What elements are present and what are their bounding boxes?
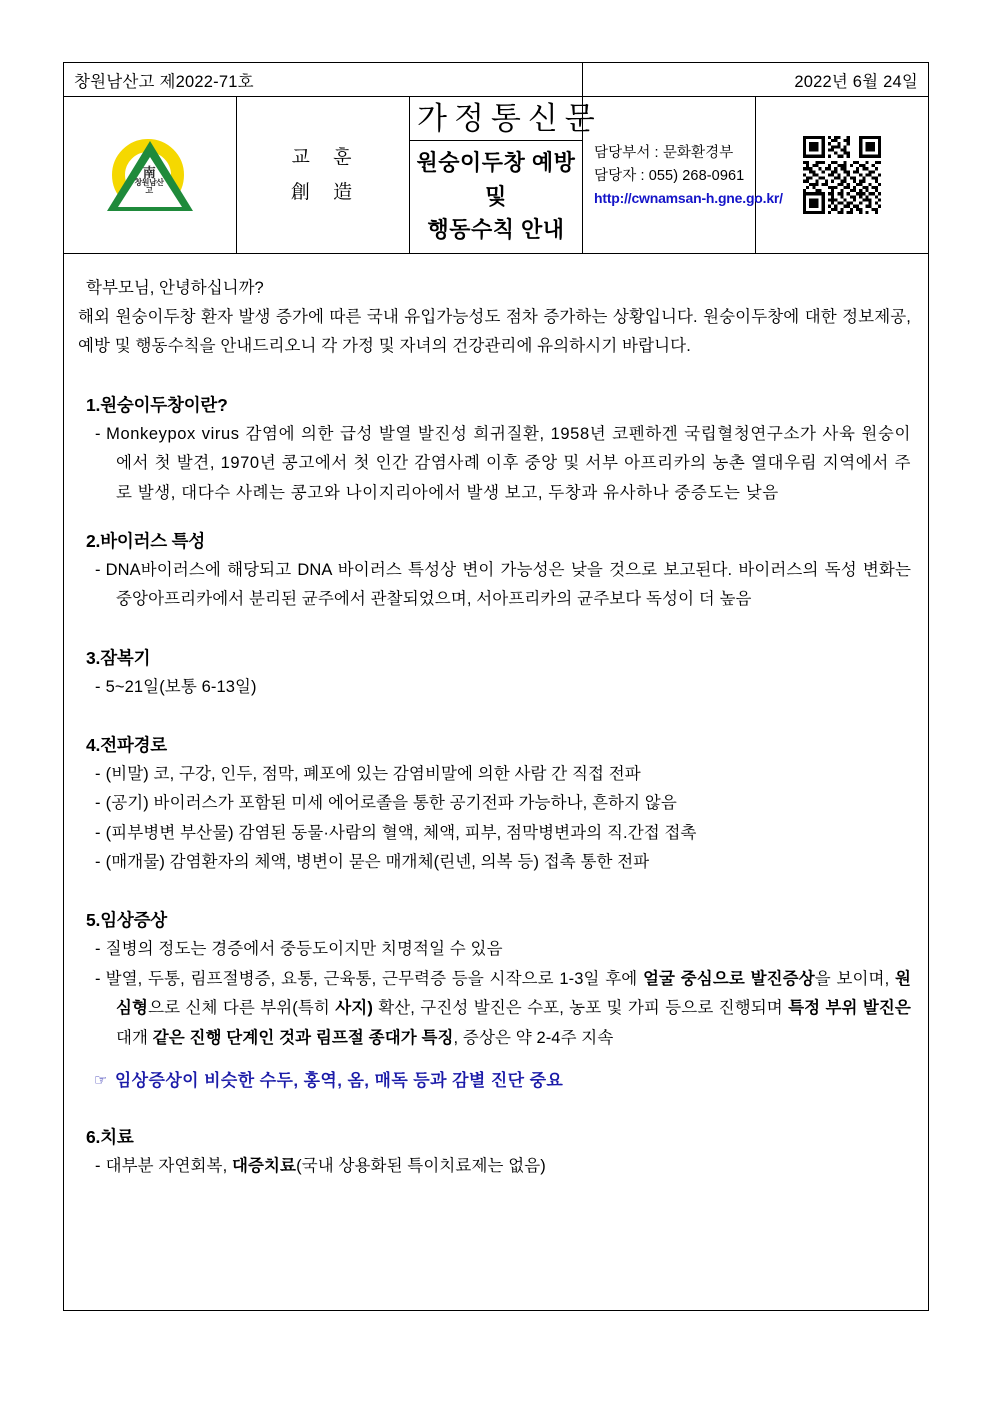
symptom-text-part: 으로 신체 다른 부위(특히 xyxy=(148,999,336,1018)
document-title: 가정통신문 xyxy=(410,97,582,141)
list-item-text: (공기) 바이러스가 포함된 미세 에어로졸을 통한 공기전파 가능하나, 흔하지 않음 xyxy=(105,794,677,813)
list-item xyxy=(78,673,911,702)
newsletter-body xyxy=(63,254,929,1311)
list-item-text: DNA바이러스에 해당되고 DNA 바이러스 특성상 변이 가능성은 낮을 것으로 보고된다. 바이러스의 독성 변화는 중앙아프리카에서 분리된 균주에서 관찰되었으며, 서아프리카의 균주보다 독성이 더 높음 xyxy=(105,560,911,609)
bullet-dash: - xyxy=(95,853,101,872)
logo-emblem-top: 南 xyxy=(142,165,156,181)
greeting-text: 학부모님, 안녕하십니까? xyxy=(86,279,264,298)
symptom-emphasis: 같은 진행 단계인 것과 림프절 종대가 특징 xyxy=(152,1028,454,1047)
treatment-text-part: (국내 상용화된 특이치료제는 없음) xyxy=(296,1157,546,1176)
highlight-note-text: 임상증상이 비슷한 수두, 홍역, 옴, 매독 등과 감별 진단 중요 xyxy=(114,1070,564,1090)
newsletter-page xyxy=(63,62,929,1311)
motto-value: 創 造 xyxy=(290,182,362,204)
section-heading: 1.원숭이두창이란? xyxy=(86,394,228,415)
list-item-text: (피부병변 부산물) 감염된 동물·사람의 혈액, 체액, 피부, 점막병변과의 직.간접 접촉 xyxy=(105,823,697,842)
list-item-text: 질병의 정도는 경증에서 중등도이지만 치명적일 수 있음 xyxy=(105,940,503,959)
bullet-dash: - xyxy=(95,765,101,783)
bullet-dash: - xyxy=(95,940,101,959)
document-subtitle-line2: 행동수칙 안내 xyxy=(427,216,565,242)
section-virus-characteristics xyxy=(78,528,911,615)
list-item-text: Monkeypox virus 감염에 의한 급성 발열 발진성 희귀질환, 1958년 코펜하겐 국립혈청연구소가 사육 원숭이에서 첫 발견, 1970년 콩고에서 첫 인간 감염사례 이후 중앙 및 서부 아프리카의 농촌 열대우림 지역에서 주로 발생, 대다수 사례는 콩고와 나이지리아에서 발생 보고, 두창과 유사하나 중증도는 낮음 xyxy=(106,424,911,502)
pointing-hand-icon: ☞ xyxy=(94,1071,108,1089)
contact-department: 담당부서 : 문화환경부 xyxy=(594,144,734,161)
section-incubation-period xyxy=(78,645,911,702)
logo-emblem-bottom: 창원남산고 xyxy=(134,178,164,196)
list-item xyxy=(78,848,911,877)
school-logo-cell xyxy=(64,97,237,254)
bullet-dash: - xyxy=(95,1157,101,1176)
highlight-note xyxy=(78,1067,911,1094)
school-website-link[interactable]: http://cwnamsan-h.gne.go.kr/ xyxy=(594,189,783,206)
symptom-emphasis: 사지) xyxy=(335,999,373,1018)
logo-emblem xyxy=(134,166,164,195)
section-transmission-routes xyxy=(78,732,911,877)
masthead-main-row xyxy=(64,97,929,254)
masthead-table xyxy=(63,62,929,254)
section-heading: 6.치료 xyxy=(86,1127,134,1148)
qr-code-cell xyxy=(756,97,929,254)
list-item-text: 5~21일(보통 6-13일) xyxy=(105,677,257,696)
section-what-is-monkeypox xyxy=(78,392,911,508)
school-motto-cell xyxy=(237,97,410,254)
contact-phone: 담당자 : 055) 268-0961 xyxy=(594,167,745,184)
section-heading: 4.전파경로 xyxy=(86,735,168,755)
list-item xyxy=(78,819,911,848)
list-item xyxy=(78,556,911,615)
symptom-text-part: 대개 xyxy=(116,1028,153,1047)
motto-label: 교 훈 xyxy=(291,147,361,169)
section-heading: 2.바이러스 특성 xyxy=(86,530,206,551)
list-item-treatment xyxy=(78,1152,911,1181)
symptom-text-part: 확산, 구진성 발진은 수포, 농포 및 가피 등으로 진행되며 xyxy=(372,999,789,1018)
contact-cell xyxy=(583,97,783,254)
document-subtitle xyxy=(410,141,582,253)
symptom-emphasis: 원심형 xyxy=(116,969,911,1018)
section-heading: 5.임상증상 xyxy=(86,910,168,931)
list-item xyxy=(78,420,911,508)
list-item xyxy=(78,789,911,818)
bullet-dash: - xyxy=(95,794,101,813)
symptom-text-part: 을 보이며, xyxy=(814,969,895,988)
symptom-text-part: 발열, 두통, 림프절병증, 요통, 근육통, 근무력증 등을 시작으로 1-3일 후에 xyxy=(105,969,643,988)
symptom-emphasis: 얼굴 중심으로 발진증상 xyxy=(643,969,815,988)
intro-paragraph: 해외 원숭이두창 환자 발생 증가에 따른 국내 유입가능성도 점차 증가하는 상황입니다. 원숭이두창에 대한 정보제공, 예방 및 행동수칙을 안내드리오니 각 가정 및 자녀의 건강관리에 유의하시기 바랍니다. xyxy=(78,308,911,356)
list-item-text: (비말) 코, 구강, 인두, 점막, 폐포에 있는 감염비말에 의한 사람 간 직접 전파 xyxy=(105,765,641,783)
list-item xyxy=(78,760,911,789)
title-cell xyxy=(410,97,602,254)
bullet-dash: - xyxy=(95,560,101,579)
symptom-text-part: , 증상은 약 2-4주 지속 xyxy=(453,1028,614,1047)
document-subtitle-line1: 원숭이두창 예방 및 xyxy=(416,150,576,209)
issue-row xyxy=(64,63,929,97)
bullet-dash: - xyxy=(95,823,101,842)
qr-code-icon[interactable] xyxy=(803,136,881,214)
bullet-dash: - xyxy=(95,424,102,443)
school-logo-icon xyxy=(106,131,194,219)
treatment-emphasis: 대증치료 xyxy=(231,1157,297,1176)
list-item xyxy=(78,935,911,964)
issue-number: 창원남산고 제2022-71호 xyxy=(64,63,583,97)
section-heading: 3.잠복기 xyxy=(86,647,151,668)
section-clinical-symptoms xyxy=(78,907,911,1094)
treatment-text-part: 대부분 자연회복, xyxy=(105,1157,232,1176)
list-item-symptoms xyxy=(78,965,911,1053)
issue-date: 2022년 6월 24일 xyxy=(583,63,929,97)
section-treatment xyxy=(78,1124,911,1181)
bullet-dash: - xyxy=(95,677,101,696)
list-item-text: (매개물) 감염환자의 체액, 병변이 묻은 매개체(린넨, 의복 등) 접촉 통한 전파 xyxy=(105,853,650,872)
bullet-dash: - xyxy=(95,969,101,988)
symptom-emphasis: 특정 부위 발진은 xyxy=(788,999,911,1018)
